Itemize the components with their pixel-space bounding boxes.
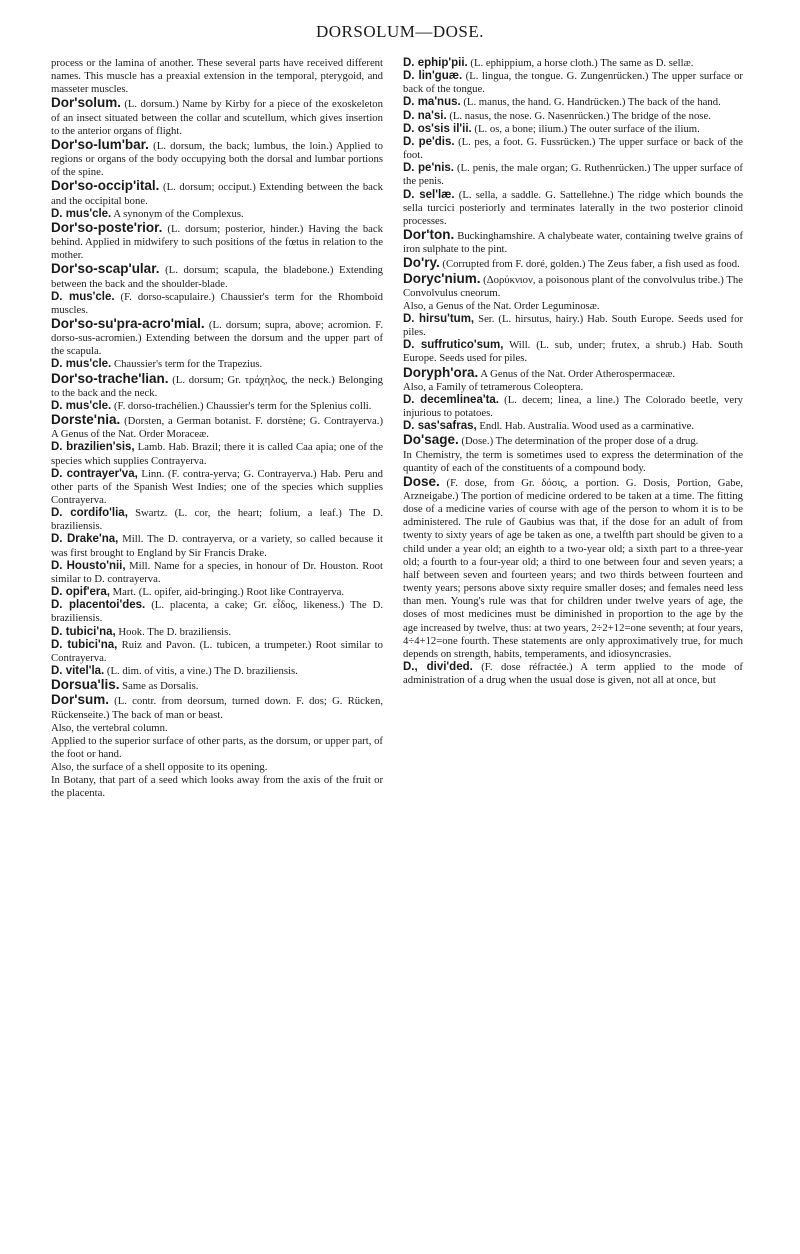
- entry-definition: Ser. (L. hirsutus, hairy.) Hab. South Europe. Seeds used for piles.: [403, 312, 743, 339]
- dictionary-entry: [403, 228, 743, 256]
- entry-definition: (Dorsten, a German botanist. F. dorstène; G. Contrayerva.) A Genus of the Nat. Order Moraceæ.: [51, 415, 383, 441]
- right-column: [403, 57, 743, 687]
- entry-definition: (L. manus, the hand. G. Handrücken.) The back of the hand.: [460, 96, 721, 109]
- entry-definition: Applied to the superior surface of other parts, as the dorsum, or upper part, of the foot or hand.: [51, 734, 383, 760]
- entry-definition: (L. sella, a saddle. G. Sattellehne.) The ridge which bounds the sella turcici posteriorly and terminates laterally in the two posterior clinoid processes.: [403, 188, 743, 227]
- entry-headword: Dor'solum.: [51, 95, 121, 111]
- entry-headword: D. cordifo'lia,: [51, 507, 128, 520]
- entry-headword: D. hirsu'tum,: [403, 312, 475, 325]
- dictionary-entry: [51, 262, 383, 290]
- entry-definition: (L. dorsum; supra, above; acromion. F. dorso-sus-acromien.) Extending between the dorsum and the upper part of the scapula.: [51, 318, 383, 358]
- entry-continuation: [51, 774, 383, 800]
- entry-headword: Dor'so-occip'ital.: [51, 178, 160, 194]
- entry-definition: Hook. The D. braziliensis.: [115, 625, 231, 638]
- entry-definition: Buckinghamshire. A chalybeate water, containing twelve grains of iron sulphate to the pint.: [403, 230, 743, 256]
- entry-definition: (L. placenta, a cake; Gr. εἶδος, likeness.) The D. braziliensis.: [51, 599, 383, 625]
- entry-definition: Ruiz and Pavon. (L. tubicen, a trumpeter.) Root similar to Contrayerva.: [51, 638, 383, 664]
- entry-headword: D. tubici'na,: [51, 638, 118, 651]
- entry-definition: (L. nasus, the nose. G. Nasenrücken.) The bridge of the nose.: [446, 109, 711, 122]
- entry-headword: D. brazilien'sis,: [51, 441, 135, 454]
- entry-definition: (Dose.) The determination of the proper dose of a drug.: [458, 435, 699, 448]
- dictionary-entry: [51, 291, 383, 317]
- dictionary-entry: [403, 313, 743, 339]
- entry-definition: Chaussier's term for the Trapezius.: [111, 358, 263, 371]
- entry-headword: Dor'so-poste'rior.: [51, 219, 163, 235]
- entry-definition: Lamb. Hab. Brazil; there it is called Caa apia; one of the species which supplies Contrayerva.: [51, 441, 383, 467]
- entry-definition: Also, a Genus of the Nat. Order Leguminosæ.: [403, 299, 600, 312]
- entry-headword: Dose.: [403, 473, 440, 489]
- entry-headword: Dor'so-scap'ular.: [51, 261, 160, 277]
- dictionary-entry: [403, 272, 743, 300]
- dictionary-entry: [403, 57, 743, 70]
- dictionary-entry: [403, 96, 743, 109]
- dictionary-entry: [403, 339, 743, 365]
- entry-definition: In Chemistry, the term is sometimes used to express the determination of the quantity of each of the constituents of a compound body.: [403, 448, 743, 474]
- entry-headword: D. Housto'nii,: [51, 559, 126, 572]
- entry-headword: D. Drake'na,: [51, 533, 119, 546]
- dictionary-entry: [51, 639, 383, 665]
- entry-definition: A synonym of the Complexus.: [111, 207, 244, 220]
- entry-definition: process or the lamina of another. These several parts have received different names. This muscle has a preaxial extension in the temporal, pterygoid, and masseter muscles.: [51, 57, 383, 96]
- dictionary-entry: [51, 221, 383, 262]
- entry-definition: (L. dorsum; scapula, the bladebone.) Extending between the back and the shoulder-blade.: [51, 264, 383, 290]
- entry-definition: (L. ephippium, a horse cloth.) The same as D. sellæ.: [467, 57, 694, 69]
- entry-definition: Mart. (L. opifer, aid-bringing.) Root like Contrayerva.: [109, 586, 345, 599]
- entry-definition: (F. dose réfractée.) A term applied to the mode of administration of a drug when the usual dose is given, not all at once, but: [403, 661, 743, 687]
- entry-definition: (L. pes, a foot. G. Fussrücken.) The upper surface or back of the foot.: [403, 135, 743, 162]
- entry-headword: Dor'so-su'pra-acro'mial.: [51, 315, 205, 331]
- entry-headword: D. placentoi'des.: [51, 599, 146, 612]
- dictionary-entry: [51, 96, 383, 137]
- dictionary-entry: [403, 70, 743, 96]
- entry-definition: (L. dorsum; occiput.) Extending between the back and the occipital bone.: [51, 181, 383, 207]
- entry-headword: Do'sage.: [403, 432, 459, 448]
- entry-headword: Dor'so-trache'lian.: [51, 370, 169, 386]
- entry-definition: (L. lingua, the tongue. G. Zungenrücken.) The upper surface or back of the tongue.: [403, 70, 743, 96]
- entry-definition: Also, the surface of a shell opposite to its opening.: [51, 761, 268, 774]
- entry-definition: Also, a Family of tetramerous Coleoptera.: [403, 380, 584, 393]
- dictionary-entry: [403, 123, 743, 136]
- entry-definition: A Genus of the Nat. Order Atherospermaceæ.: [478, 367, 676, 380]
- entry-continuation: [51, 735, 383, 761]
- left-column: [51, 57, 383, 801]
- dictionary-entry: [403, 110, 743, 123]
- entry-headword: D. os'sis il'ii.: [403, 122, 472, 135]
- dictionary-entry: [403, 433, 743, 448]
- entry-headword: D., divi'ded.: [403, 661, 473, 674]
- entry-headword: D. mus'cle.: [51, 399, 112, 412]
- entry-headword: D. decemlinea'ta.: [403, 393, 499, 406]
- dictionary-entry: [403, 136, 743, 162]
- entry-headword: D. opif'era,: [51, 586, 110, 599]
- entry-definition: (L. os, a bone; ilium.) The outer surface of the ilium.: [471, 122, 700, 135]
- dictionary-entry: [51, 693, 383, 721]
- entry-headword: D. mus'cle.: [51, 207, 112, 220]
- dictionary-entry: [51, 372, 383, 400]
- entry-headword: Dorste'nia.: [51, 412, 121, 428]
- entry-continuation: [51, 57, 383, 96]
- entry-definition: (L. penis, the male organ; G. Ruthenrücken.) The upper surface of the penis.: [403, 162, 743, 188]
- dictionary-entry: [51, 413, 383, 441]
- entry-definition: (L. dorsum; Gr. τράχηλος, the neck.) Belonging to the back and the neck.: [51, 373, 383, 399]
- entry-headword: Do'ry.: [403, 255, 440, 271]
- dictionary-entry: [51, 179, 383, 207]
- dictionary-entry: [51, 468, 383, 507]
- entry-definition: Linn. (F. contra-yerva; G. Contrayerva.) Hab. Peru and other parts of the Spanish West Indies; one of the species which supplies Contrayerva.: [51, 467, 383, 506]
- dictionary-entry: [403, 661, 743, 687]
- dictionary-entry: [51, 533, 383, 559]
- entry-definition: Will. (L. sub, under; frutex, a shrub.) Hab. South Europe. Seeds used for piles.: [403, 339, 743, 365]
- entry-headword: D. pe'nis.: [403, 162, 454, 175]
- entry-definition: (L. dorsum, the back; lumbus, the loin.) Applied to regions or organs of the body occupying both the dorsal and lumbar portions of the spine.: [51, 139, 383, 179]
- entry-definition: (F. dorso-trachélien.) Chaussier's term for the Splenius colli.: [111, 399, 372, 412]
- entry-headword: D. suffrutico'sum,: [403, 339, 504, 352]
- entry-definition: (F. dorso-scapulaire.) Chaussier's term for the Rhomboid muscles.: [51, 290, 383, 316]
- dictionary-entry: [51, 586, 383, 599]
- dictionary-entry: [51, 441, 383, 467]
- entry-definition: (L. contr. from deorsum, turned down. F. dos; G. Rücken, Rückenseite.) The back of man or beast.: [51, 695, 383, 721]
- entry-headword: D. ephip'pii.: [403, 57, 468, 69]
- dictionary-entry: [403, 366, 743, 381]
- entry-definition: (L. dorsum.) Name by Kirby for a piece of the exoskeleton of an insect situated between the collar and scutellum, which gives insertion to the anterior organs of flight.: [51, 98, 383, 137]
- entry-definition: (F. dose, from Gr. δόσις, a portion. G. Dosis, Portion, Gabe, Arzneigabe.) The portion of medicine ordered to be taken at a time. The fitting dose of a medicine varies of course with age of the person to whom it is to be administered. The rule of Gaubius was that, if the dose for an adult of from twenty to sixty years of age be taken as one, a twelfth part should be given to a child under a year old; an eighth to a two-year old; a sixth part to a three-year old; a fourth to a four-year old; a third to one between four and seven years; a half between seven and fourteen years; and two thirds between fourteen and twenty years; persons above sixty require smaller doses; and females need less than men. Young's rule was that for children under twelve years of age, the doses of most medicines must be diminished in proportion to the age by the age increased by twelve, thus: at two years, 2÷2+12=one seventh; at four years, 4÷4+12=one fourth. These statements are only approximatively true, for much depends on strength, habits, temperaments, and idiosyncrasies.: [403, 476, 743, 660]
- dictionary-entry: [403, 394, 743, 420]
- entry-definition: In Botany, that part of a seed which looks away from the axis of the fruit or the placenta.: [51, 774, 383, 800]
- entry-headword: D. na'si.: [403, 109, 447, 122]
- entry-definition: (L. dorsum; posterior, hinder.) Having the back behind. Applied in midwifery to such positions of the fœtus in relation to the mother.: [51, 222, 383, 262]
- dictionary-entry: [51, 626, 383, 639]
- entry-definition: (Corrupted from F. doré, golden.) The Zeus faber, a fish used as food.: [439, 258, 740, 271]
- entry-headword: Dorsua'lis.: [51, 677, 120, 693]
- dictionary-entry: [51, 678, 383, 693]
- entry-definition: Swartz. (L. cor, the heart; folium, a leaf.) The D. braziliensis.: [51, 507, 383, 533]
- page-header: DORSOLUM—DOSE.: [315, 22, 485, 41]
- entry-definition: (L. dim. of vitis, a vine.) The D. braziliensis.: [104, 665, 298, 678]
- entry-continuation: [403, 381, 743, 394]
- entry-headword: D. sas'safras,: [403, 420, 477, 433]
- entry-continuation: [403, 449, 743, 475]
- entry-definition: (Δορύκνιον, a poisonous plant of the convolvulus tribe.) The Convolvulus cneorum.: [403, 273, 743, 299]
- dictionary-entry: [51, 560, 383, 586]
- entry-headword: D. mus'cle.: [51, 358, 112, 371]
- entry-headword: D. contrayer'va,: [51, 467, 138, 480]
- entry-headword: D. sel'læ.: [403, 188, 455, 201]
- entry-headword: Doryc'nium.: [403, 270, 481, 286]
- dictionary-entry: [51, 317, 383, 358]
- dictionary-entry: [403, 475, 743, 661]
- entry-continuation: [51, 722, 383, 735]
- dictionary-entry: [403, 162, 743, 188]
- entry-definition: Same as Dorsalis.: [119, 680, 199, 693]
- entry-definition: Also, the vertebral column.: [51, 721, 168, 734]
- entry-definition: Endl. Hab. Australia. Wood used as a carminative.: [476, 420, 695, 433]
- dictionary-entry: [51, 599, 383, 625]
- entry-headword: Dor'sum.: [51, 692, 109, 708]
- entry-headword: D. pe'dis.: [403, 135, 455, 148]
- entry-continuation: [403, 300, 743, 313]
- dictionary-entry: [403, 256, 743, 271]
- entry-definition: Mill. The D. contrayerva, or a variety, so called because it was first brought to England by Sir Francis Drake.: [51, 533, 384, 559]
- entry-headword: D. lin'guæ.: [403, 70, 463, 83]
- entry-headword: D. ma'nus.: [403, 96, 461, 109]
- entry-definition: Mill. Name for a species, in honour of Dr. Houston. Root similar to D. contrayerva.: [51, 559, 383, 585]
- dictionary-entry: [51, 138, 383, 179]
- entry-headword: D. vitel'la.: [51, 665, 105, 678]
- entry-headword: Doryph'ora.: [403, 364, 479, 380]
- dictionary-entry: [403, 189, 743, 228]
- entry-continuation: [51, 761, 383, 774]
- dictionary-entry: [51, 507, 383, 533]
- entry-headword: D. tubici'na,: [51, 625, 116, 638]
- entry-headword: Dor'so-lum'bar.: [51, 136, 149, 152]
- entry-headword: D. mus'cle.: [51, 290, 115, 303]
- entry-definition: (L. decem; linea, a line.) The Colorado beetle, very injurious to potatoes.: [403, 393, 743, 420]
- entry-headword: Dor'ton.: [403, 227, 455, 243]
